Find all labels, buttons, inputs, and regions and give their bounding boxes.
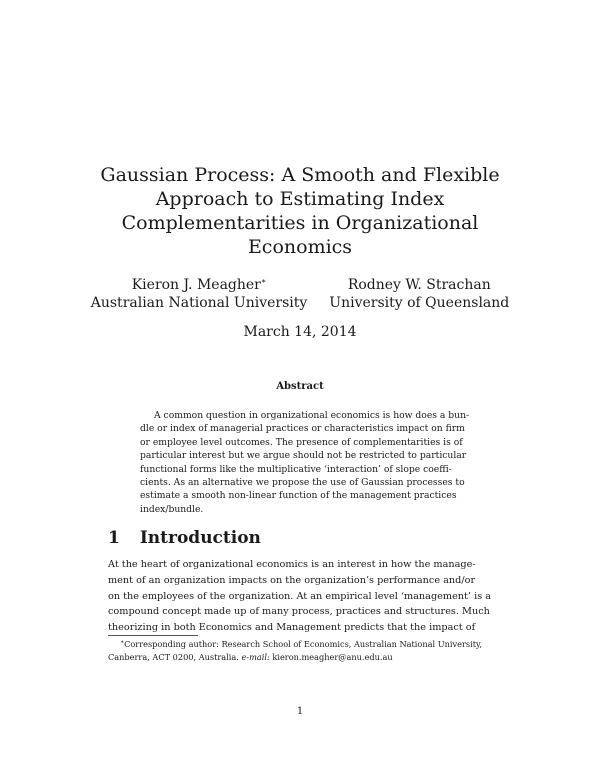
author-affiliation: University of Queensland: [329, 295, 510, 311]
abstract-line: particular interest but we argue should not be restricted to particular: [140, 450, 467, 462]
paper-title: [100, 163, 500, 259]
email-address: kieron.meagher@anu.edu.au: [269, 651, 393, 662]
paper-date: March 14, 2014: [243, 324, 357, 340]
body-line: theorizing in both Economics and Management predicts that the impact of: [108, 622, 476, 634]
abstract-heading: Abstract: [276, 381, 324, 392]
abstract-line: A common question in organizational economics is how does a bun-: [154, 410, 470, 421]
abstract-line: or employee level outcomes. The presence of complementarities is of: [140, 436, 463, 448]
abstract-line: cients. As an alternative we propose the use of Gaussian processes to: [140, 477, 465, 489]
footnote-line: Corresponding author: Research School of Economics, Australian National University,: [124, 639, 483, 649]
body-line: ment of an organization impacts on the organization’s performance and/or: [108, 574, 476, 586]
author-name: Kieron J. Meagher: [131, 277, 261, 293]
title-line: Gaussian Process: A Smooth and Flexible: [100, 164, 500, 186]
title-line: Economics: [247, 236, 353, 258]
section-title: Introduction: [139, 528, 261, 548]
footnote-address: Canberra, ACT 0200, Australia.: [108, 651, 242, 662]
email-label: e-mail:: [241, 651, 270, 662]
abstract-line: estimate a smooth non-linear function of the management practices: [140, 490, 457, 502]
body-line: on the employees of the organization. At an empirical level ‘management’ is a: [108, 590, 492, 602]
title-line: Complementarities in Organizational: [121, 212, 479, 234]
section-number: 1: [108, 528, 120, 548]
abstract-line: dle or index of managerial practices or characteristics impact on firm: [140, 423, 465, 435]
author-1: [91, 276, 308, 312]
author-name: Rodney W. Strachan: [347, 277, 491, 293]
body-paragraph: [108, 557, 494, 636]
abstract-line: index/bundle.: [140, 503, 204, 515]
author-block: [90, 276, 510, 312]
footnote-mark: ∗: [120, 638, 125, 646]
author-2: [329, 276, 509, 312]
footnote-rule: [108, 635, 198, 636]
abstract-text: [140, 409, 470, 516]
body-line: compound concept made up of many process, practices and structures. Much: [108, 606, 490, 618]
footnote: [108, 638, 498, 663]
page-number: 1: [296, 706, 304, 717]
footnote-mark: ∗: [260, 276, 267, 286]
abstract-line: functional forms like the multiplicative ‘interaction’ of slope coeffi-: [140, 463, 452, 475]
section-heading: [108, 527, 261, 549]
author-affiliation: Australian National University: [90, 295, 308, 311]
title-line: Approach to Estimating Index: [155, 188, 445, 210]
body-line: At the heart of organizational economics is an interest in how the manage-: [108, 559, 476, 570]
